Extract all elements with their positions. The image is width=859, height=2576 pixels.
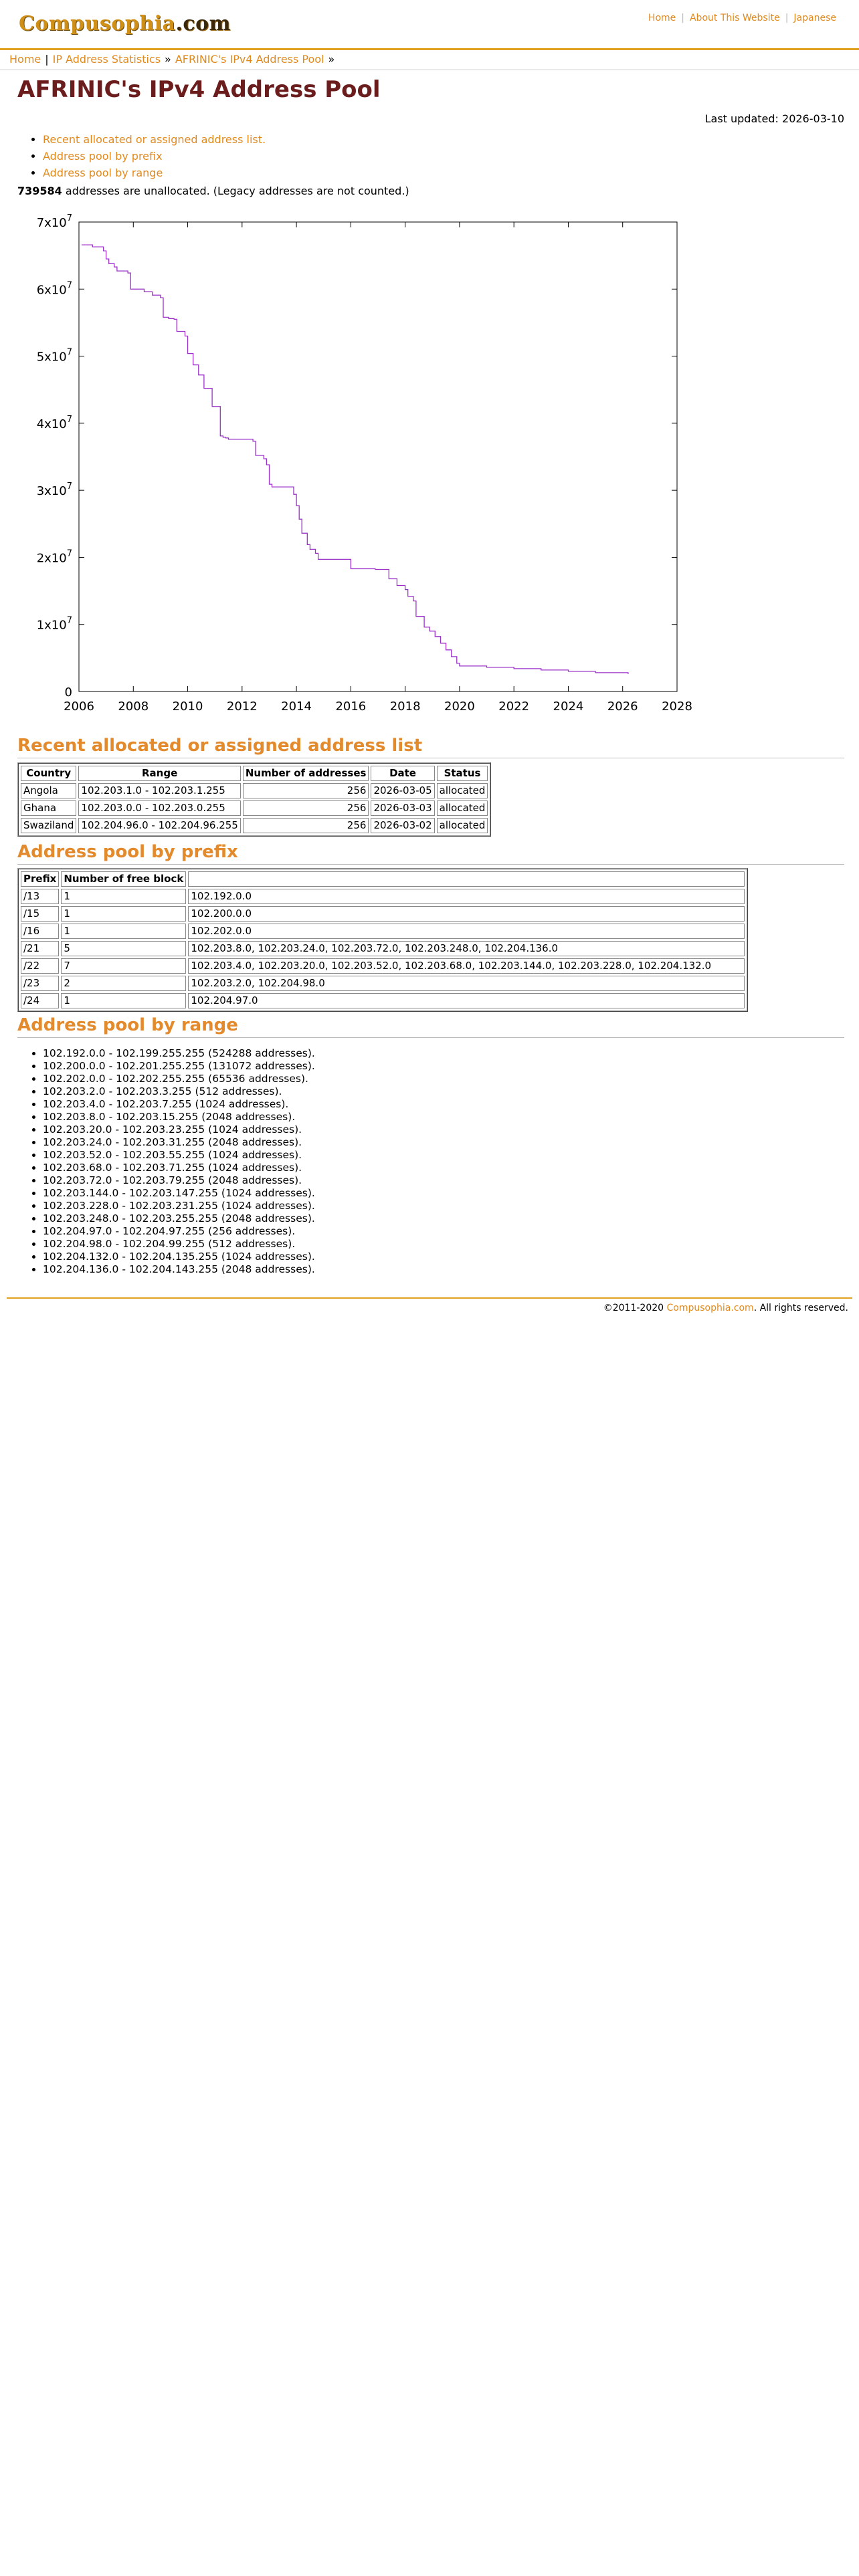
table-cell: 102.203.1.0 - 102.203.1.255	[78, 783, 240, 798]
footer-divider	[7, 1297, 852, 1299]
prefix-heading: Address pool by prefix	[17, 842, 238, 862]
logo-domain: .com	[175, 12, 231, 35]
breadcrumb-afrinic-pool[interactable]: AFRINIC's IPv4 Address Pool	[175, 53, 324, 66]
y-tick-label: $6x10^7$	[36, 280, 72, 298]
last-updated: Last updated: 2026-03-10	[704, 112, 844, 125]
table-cell: /16	[21, 924, 59, 939]
nav-japanese-link[interactable]: Japanese	[793, 13, 836, 23]
table-cell: 102.200.0.0	[188, 906, 745, 922]
y-tick-label: $4x10^7$	[36, 414, 72, 431]
page-title: AFRINIC's IPv4 Address Pool	[17, 76, 381, 103]
section-divider	[17, 864, 844, 865]
table-row	[21, 958, 745, 974]
top-nav	[643, 13, 842, 23]
nav-home-link[interactable]: Home	[648, 13, 676, 23]
table-cell: 7	[61, 958, 186, 974]
x-tick-label: 2020	[444, 700, 475, 714]
breadcrumb-separator: |	[45, 53, 49, 66]
table-cell: /21	[21, 941, 59, 956]
x-tick-label: 2006	[64, 700, 94, 714]
list-item: • 102.202.0.0 - 102.202.255.255 (65536 addresses).	[43, 1073, 315, 1085]
footer-rights: . All rights reserved.	[753, 1303, 848, 1313]
table-cell: allocated	[437, 818, 488, 833]
table-row	[21, 941, 745, 956]
footer	[603, 1303, 848, 1313]
toc-link-range[interactable]: Address pool by range	[43, 167, 163, 179]
list-item: • 102.203.68.0 - 102.203.71.255 (1024 addresses).	[43, 1162, 315, 1174]
list-item: • 102.200.0.0 - 102.201.255.255 (131072 addresses).	[43, 1060, 315, 1073]
list-item: • 102.203.8.0 - 102.203.15.255 (2048 addresses).	[43, 1111, 315, 1123]
table-cell: Swaziland	[21, 818, 76, 833]
site-header	[0, 0, 859, 50]
recent-table	[17, 762, 491, 837]
table-cell: 102.192.0.0	[188, 889, 745, 904]
table-row	[21, 889, 745, 904]
table-row	[21, 924, 745, 939]
section-divider	[17, 1037, 844, 1038]
table-cell: 102.203.8.0, 102.203.24.0, 102.203.72.0, 102.203.248.0, 102.204.136.0	[188, 941, 745, 956]
toc-item	[43, 131, 266, 148]
list-item: • 102.203.144.0 - 102.203.147.255 (1024 addresses).	[43, 1187, 315, 1200]
toc-link-prefix[interactable]: Address pool by prefix	[43, 150, 163, 163]
table-cell: /24	[21, 993, 59, 1008]
table-cell: Ghana	[21, 800, 76, 816]
table-row	[21, 976, 745, 991]
x-tick-label: 2016	[335, 700, 367, 714]
plot-frame	[79, 222, 677, 691]
list-item: • 102.204.97.0 - 102.204.97.255 (256 addresses).	[43, 1225, 315, 1238]
site-logo[interactable]	[19, 12, 231, 35]
table-row	[21, 993, 745, 1008]
table-cell: 256	[243, 818, 369, 833]
toc-item	[43, 148, 266, 165]
column-header: Prefix	[21, 871, 59, 887]
column-header	[188, 871, 745, 887]
table-cell: Angola	[21, 783, 76, 798]
list-item: • 102.204.136.0 - 102.204.143.255 (2048 addresses).	[43, 1263, 315, 1276]
range-heading: Address pool by range	[17, 1015, 238, 1035]
table-of-contents	[29, 131, 266, 181]
address-pool-chart	[27, 213, 696, 721]
nav-separator: |	[681, 13, 684, 23]
table-cell: /23	[21, 976, 59, 991]
list-item: • 102.203.248.0 - 102.203.255.255 (2048 addresses).	[43, 1212, 315, 1225]
list-item: • 102.204.98.0 - 102.204.99.255 (512 addresses).	[43, 1238, 315, 1251]
table-cell: 102.203.0.0 - 102.203.0.255	[78, 800, 240, 816]
table-cell: 1	[61, 924, 186, 939]
nav-separator: |	[785, 13, 789, 23]
table-cell: 102.203.4.0, 102.203.20.0, 102.203.52.0, 102.203.68.0, 102.203.144.0, 102.203.228.0, 102.204.132.0	[188, 958, 745, 974]
table-row	[21, 783, 488, 798]
unallocated-text: addresses are unallocated. (Legacy addresses are not counted.)	[62, 185, 409, 197]
list-item: • 102.203.52.0 - 102.203.55.255 (1024 addresses).	[43, 1149, 315, 1162]
table-cell: allocated	[437, 800, 488, 816]
list-item: • 102.203.4.0 - 102.203.7.255 (1024 addresses).	[43, 1098, 315, 1111]
logo-text: Compusophia	[19, 12, 176, 35]
unallocated-count: 739584	[17, 185, 62, 197]
x-tick-label: 2012	[226, 700, 258, 714]
x-tick-label: 2010	[172, 700, 203, 714]
nav-about-link[interactable]: About This Website	[689, 13, 780, 23]
prefix-table	[17, 868, 748, 1012]
toc-item	[43, 165, 266, 181]
table-cell: /13	[21, 889, 59, 904]
breadcrumb-separator: »	[165, 53, 171, 66]
series-line	[82, 245, 628, 674]
table-cell: /15	[21, 906, 59, 922]
x-tick-label: 2024	[553, 700, 584, 714]
column-header: Country	[21, 766, 76, 781]
y-tick-label: $1x10^7$	[36, 615, 72, 633]
y-tick-label: $2x10^7$	[36, 548, 72, 566]
table-cell: 1	[61, 906, 186, 922]
column-header: Date	[371, 766, 434, 781]
table-cell: 256	[243, 800, 369, 816]
breadcrumb	[9, 51, 339, 68]
breadcrumb-separator: »	[328, 53, 335, 66]
list-item: • 102.203.228.0 - 102.203.231.255 (1024 addresses).	[43, 1200, 315, 1212]
list-item: • 102.192.0.0 - 102.199.255.255 (524288 addresses).	[43, 1047, 315, 1060]
list-item: • 102.203.24.0 - 102.203.31.255 (2048 addresses).	[43, 1136, 315, 1149]
y-tick-label: $7x10^7$	[36, 213, 72, 230]
table-cell: 2026-03-03	[371, 800, 434, 816]
table-cell: 5	[61, 941, 186, 956]
toc-link-recent[interactable]: Recent allocated or assigned address list.	[43, 133, 266, 146]
table-cell: 2026-03-02	[371, 818, 434, 833]
table-cell: 256	[243, 783, 369, 798]
table-cell: 102.204.97.0	[188, 993, 745, 1008]
table-cell: 1	[61, 889, 186, 904]
table-cell: 102.202.0.0	[188, 924, 745, 939]
table-cell: /22	[21, 958, 59, 974]
table-cell: allocated	[437, 783, 488, 798]
breadcrumb-ip-stats[interactable]: IP Address Statistics	[52, 53, 161, 66]
list-item: • 102.203.72.0 - 102.203.79.255 (2048 addresses).	[43, 1174, 315, 1187]
unallocated-summary	[17, 185, 409, 197]
column-header: Number of addresses	[243, 766, 369, 781]
x-tick-label: 2018	[389, 700, 421, 714]
range-list	[29, 1047, 315, 1276]
recent-heading: Recent allocated or assigned address list	[17, 736, 423, 756]
table-cell: 102.203.2.0, 102.204.98.0	[188, 976, 745, 991]
list-item: • 102.203.2.0 - 102.203.3.255 (512 addresses).	[43, 1085, 315, 1098]
table-row	[21, 906, 745, 922]
column-header: Status	[437, 766, 488, 781]
table-cell: 102.204.96.0 - 102.204.96.255	[78, 818, 240, 833]
table-row	[21, 800, 488, 816]
y-tick-label: 0	[64, 685, 72, 700]
list-item: • 102.203.20.0 - 102.203.23.255 (1024 addresses).	[43, 1123, 315, 1136]
list-item: • 102.204.132.0 - 102.204.135.255 (1024 addresses).	[43, 1251, 315, 1263]
x-tick-label: 2026	[607, 700, 638, 714]
table-cell: 1	[61, 993, 186, 1008]
column-header: Number of free block	[61, 871, 186, 887]
table-cell: 2026-03-05	[371, 783, 434, 798]
x-tick-label: 2008	[118, 700, 149, 714]
footer-site-link[interactable]: Compusophia.com	[666, 1303, 754, 1313]
column-header: Range	[78, 766, 240, 781]
x-tick-label: 2028	[662, 700, 692, 714]
x-tick-label: 2022	[498, 700, 530, 714]
footer-copyright: ©2011-2020	[603, 1303, 667, 1313]
table-cell: 2	[61, 976, 186, 991]
y-tick-label: $3x10^7$	[36, 481, 72, 499]
table-row	[21, 818, 488, 833]
y-tick-label: $5x10^7$	[36, 347, 72, 364]
x-tick-label: 2014	[281, 700, 312, 714]
breadcrumb-home[interactable]: Home	[9, 53, 41, 66]
